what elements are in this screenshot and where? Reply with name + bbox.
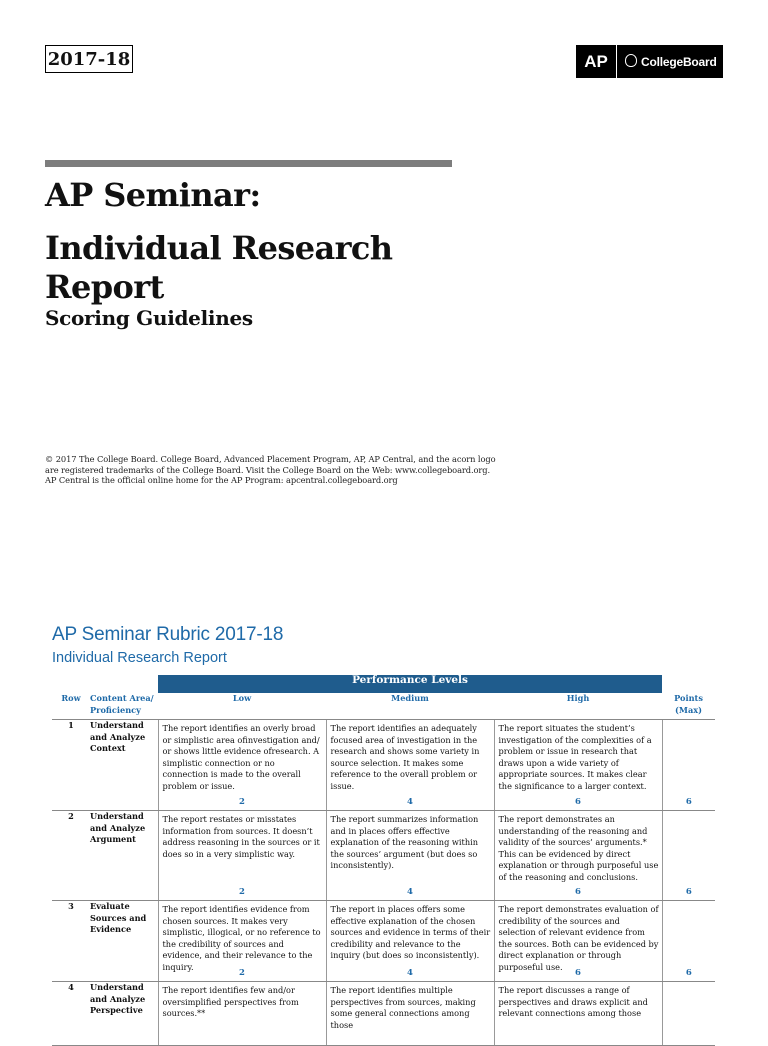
rubric-subtitle: Individual Research Report <box>52 650 227 666</box>
low-score: 2 <box>239 967 245 978</box>
year-label: 2017-18 <box>45 45 133 73</box>
header-low: Low <box>158 693 326 720</box>
medium-description: The report in places offers some effective explanation of the chosen sources and evidence in terms of their credibility and relevance to the inquiry (but does so inconsistently). <box>330 904 491 960</box>
high-description: The report demonstrates evaluation of credibility of the sources and selection of relevant evidence from the sources. Both can be evidenced by direct explanation or through purposeful use. <box>498 904 659 972</box>
medium-description: The report summarizes information and in places offers effective explanation of the reasoning within the sources’ argument (but does so inconsistently). <box>330 814 479 870</box>
low-cell <box>158 901 326 982</box>
copyright-notice <box>45 454 496 486</box>
table-row <box>52 720 715 811</box>
rubric-table <box>52 675 715 1046</box>
row-number: 1 <box>52 720 90 811</box>
points-max: 6 <box>685 796 692 807</box>
low-description: The report identifies few and/or oversimplified perspectives from sources.** <box>162 985 299 1018</box>
page-title <box>45 176 545 307</box>
header-points: Points (Max) <box>662 693 715 720</box>
header-content-area: Content Area/ Proficiency <box>90 693 158 720</box>
performance-levels-header: Performance Levels <box>158 675 662 693</box>
table-row <box>52 982 715 1046</box>
points-max: 6 <box>685 967 692 978</box>
header-medium: Medium <box>326 693 494 720</box>
points-max: 6 <box>685 886 692 897</box>
medium-cell <box>326 982 494 1046</box>
high-cell <box>494 811 662 901</box>
medium-description: The report identifies multiple perspectives from sources, making some general connections among those <box>330 985 476 1030</box>
points-cell <box>662 811 715 901</box>
copyright-line-1: © 2017 The College Board. College Board, Advanced Placement Program, AP, AP Central, and the acorn logo <box>45 454 496 464</box>
content-area: Understand and Analyze Perspective <box>90 982 158 1046</box>
high-cell <box>494 982 662 1046</box>
acorn-icon <box>625 54 637 67</box>
high-score: 6 <box>575 796 581 807</box>
low-score: 2 <box>239 886 245 897</box>
high-cell <box>494 720 662 811</box>
table-row <box>52 901 715 982</box>
low-score: 2 <box>239 796 245 807</box>
high-description: The report discusses a range of perspectives and draws explicit and relevant connections among those <box>498 985 648 1018</box>
medium-cell <box>326 811 494 901</box>
table-row <box>52 811 715 901</box>
low-cell <box>158 811 326 901</box>
low-description: The report restates or misstates information from sources. It doesn’t address reasoning in the sources or it does so in a very simplistic way. <box>162 814 320 859</box>
page-subtitle: Scoring Guidelines <box>45 306 253 330</box>
row-number: 2 <box>52 811 90 901</box>
low-description: The report identifies an overly broad or simplistic area ofinvestigation and/ or shows little evidence ofresearch. A simplistic connection or no connection is made to the overall problem or issue. <box>162 723 320 791</box>
low-cell <box>158 982 326 1046</box>
medium-cell <box>326 720 494 811</box>
medium-score: 4 <box>407 967 413 978</box>
low-cell <box>158 720 326 811</box>
high-score: 6 <box>575 886 581 897</box>
high-cell <box>494 901 662 982</box>
row-number: 4 <box>52 982 90 1046</box>
points-cell <box>662 901 715 982</box>
copyright-line-3: AP Central is the official online home for the AP Program: apcentral.collegeboard.org <box>45 475 398 485</box>
performance-levels-spacer-right <box>662 675 715 693</box>
content-area: Understand and Analyze Context <box>90 720 158 811</box>
ap-collegeboard-logo <box>576 45 723 78</box>
title-line-3: Report <box>45 268 164 306</box>
copyright-line-2: are registered trademarks of the College Board. Visit the College Board on the Web: www.collegeboard.org. <box>45 464 491 475</box>
content-area: Evaluate Sources and Evidence <box>90 901 158 982</box>
medium-description: The report identifies an adequately focused area of investigation in the research and shows some variety in source selection. It makes some reference to the overall problem or issue. <box>330 723 480 791</box>
title-line-2: Individual Research <box>45 229 393 267</box>
high-description: The report situates the student’s investigation of the complexities of a problem or issue in research that draws upon a wide variety of appropriate sources. It makes clear the significance to a larger context. <box>498 723 652 791</box>
high-description: The report demonstrates an understanding of the reasoning and validity of the sources’ arguments.* This can be evidenced by direct explanation or through purposeful use of the reasoning and conclusions. <box>498 814 659 882</box>
medium-score: 4 <box>407 886 413 897</box>
title-rule <box>45 160 452 167</box>
medium-cell <box>326 901 494 982</box>
title-line-1: AP Seminar: <box>45 176 261 214</box>
rubric-title: AP Seminar Rubric 2017-18 <box>52 624 284 645</box>
low-description: The report identifies evidence from chosen sources. It makes very simplistic, illogical, or no reference to the credibility of sources and evidence, and their relevance to the inquiry. <box>162 904 321 972</box>
medium-score: 4 <box>407 796 413 807</box>
points-cell <box>662 720 715 811</box>
logo-brand-text: CollegeBoard <box>641 54 717 69</box>
logo-ap: AP <box>576 45 617 78</box>
content-area: Understand and Analyze Argument <box>90 811 158 901</box>
logo-brand <box>617 45 723 78</box>
row-number: 3 <box>52 901 90 982</box>
header-row: Row <box>52 693 90 720</box>
header-high: High <box>494 693 662 720</box>
performance-levels-spacer <box>52 675 158 693</box>
high-score: 6 <box>575 967 581 978</box>
points-cell <box>662 982 715 1046</box>
